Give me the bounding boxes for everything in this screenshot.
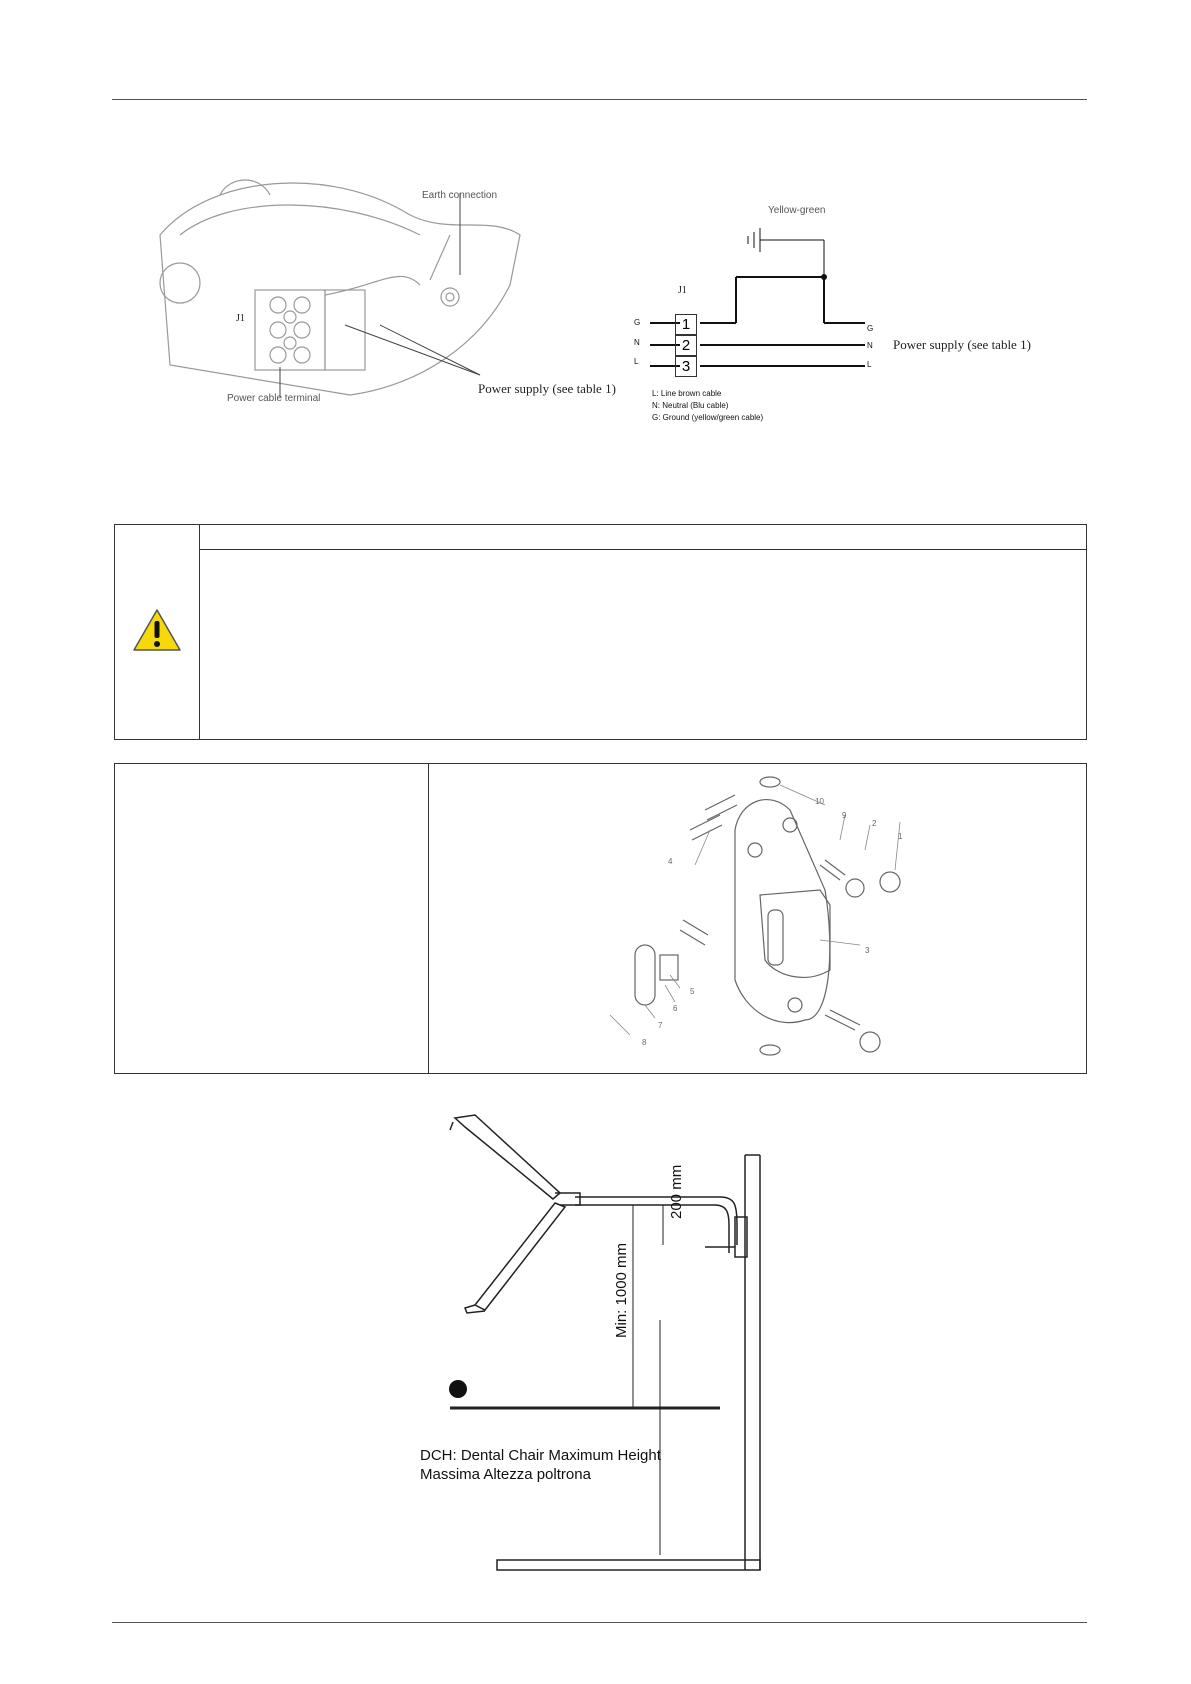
part-label-3: 3 [865, 946, 870, 955]
left-pin-n: N [634, 338, 640, 347]
right-pin-g: G [867, 324, 874, 333]
warning-triangle-icon [132, 608, 182, 652]
power-supply-label-fig2: Power supply (see table 1) [893, 337, 1031, 352]
parts-divider [428, 763, 429, 1074]
warning-box [114, 524, 1087, 740]
terminal-2: 2 [675, 335, 697, 356]
installation-drawing [415, 1105, 775, 1575]
earth-connection-label: Earth connection [422, 190, 498, 201]
legend-neutral: N: Neutral (Blu cable) [652, 401, 729, 410]
right-pin-n: N [867, 341, 873, 350]
part-label-1: 1 [898, 832, 903, 841]
legend-line: L: Line brown cable [652, 389, 722, 398]
part-label-5: 5 [690, 987, 695, 996]
header-rule [112, 99, 1087, 100]
terminal-3: 3 [675, 356, 697, 377]
j1-schematic-label: J1 [678, 285, 687, 296]
part-label-4: 4 [668, 857, 673, 866]
mounting-parts-drawing [595, 770, 915, 1070]
dch-label-line2: Massima Altezza poltrona [420, 1466, 591, 1483]
part-label-7: 7 [658, 1021, 663, 1030]
j1-label: J1 [236, 313, 245, 324]
part-label-10: 10 [815, 797, 824, 806]
legend-ground: G: Ground (yellow/green cable) [652, 413, 764, 422]
dimension-min-1000mm: Min: 1000 mm [613, 1242, 630, 1338]
warning-header-rule [199, 549, 1087, 550]
power-terminal-drawing [150, 175, 530, 410]
power-cable-terminal-label: Power cable terminal [227, 393, 321, 404]
dimension-200mm: 200 mm [668, 1164, 685, 1219]
part-label-6: 6 [673, 1004, 678, 1013]
yellow-green-label: Yellow-green [768, 205, 826, 216]
left-pin-l: L [634, 357, 639, 366]
left-pin-g: G [634, 318, 641, 327]
part-label-2: 2 [872, 819, 877, 828]
footer-rule [112, 1622, 1087, 1623]
terminal-1: 1 [675, 314, 697, 335]
warning-divider [199, 524, 200, 740]
right-pin-l: L [867, 360, 872, 369]
dch-label-line1: DCH: Dental Chair Maximum Height [420, 1447, 661, 1464]
power-supply-label-fig1: Power supply (see table 1) [478, 381, 616, 396]
part-label-8: 8 [642, 1038, 647, 1047]
part-label-9: 9 [842, 811, 847, 820]
wiring-schematic [630, 200, 880, 375]
